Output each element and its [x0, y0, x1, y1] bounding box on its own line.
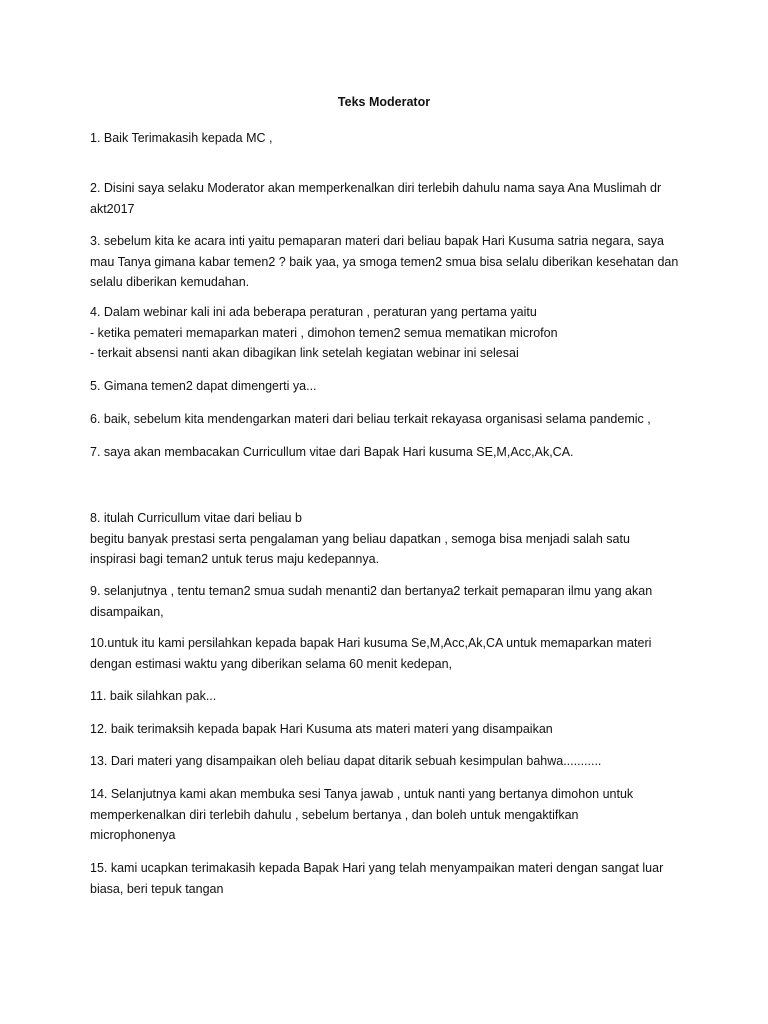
paragraph-line: 4. Dalam webinar kali ini ada beberapa peraturan , peraturan yang pertama yaitu — [90, 305, 537, 319]
paragraph-6 — [90, 409, 690, 430]
paragraph-line: akt2017 — [90, 201, 135, 216]
paragraph-3 — [90, 231, 690, 293]
paragraph-15 — [90, 858, 690, 899]
paragraph-line: - terkait absensi nanti akan dibagikan link setelah kegiatan webinar ini selesai — [90, 346, 519, 360]
paragraph-line: 11. baik silahkan pak... — [90, 689, 217, 703]
paragraph-8 — [90, 508, 690, 570]
paragraph-line: begitu banyak prestasi serta pengalaman yang beliau dapatkan , semoga bisa menjadi salah satu — [90, 531, 630, 546]
paragraph-line: dengan estimasi waktu yang diberikan selama 60 menit kedepan, — [90, 656, 453, 671]
paragraph-line: memperkenalkan diri terlebih dahulu , sebelum bertanya , dan boleh untuk mengaktifkan — [90, 807, 579, 822]
paragraph-9 — [90, 581, 690, 622]
paragraph-line: 13. Dari materi yang disampaikan oleh beliau dapat ditarik sebuah kesimpulan bahwa........... — [90, 754, 602, 768]
page-title: Teks Moderator — [337, 95, 431, 109]
paragraph-line: 14. Selanjutnya kami akan membuka sesi Tanya jawab , untuk nanti yang bertanya dimohon untuk — [90, 787, 634, 801]
paragraph-line: 12. baik terimaksih kepada bapak Hari Kusuma ats materi materi yang disampaikan — [90, 722, 553, 736]
paragraph-line: biasa, beri tepuk tangan — [90, 881, 224, 896]
paragraph-10 — [90, 633, 690, 674]
paragraph-line: 15. kami ucapkan terimakasih kepada Bapak Hari yang telah menyampaikan materi dengan sangat luar — [90, 861, 664, 875]
paragraph-11 — [90, 686, 690, 707]
paragraph-1 — [90, 128, 690, 149]
paragraph-line: selalu diberikan kemudahan. — [90, 275, 250, 289]
paragraph-line: - ketika pemateri memaparkan materi , dimohon temen2 semua mematikan microfon — [90, 325, 558, 340]
paragraph-line: 2. Disini saya selaku Moderator akan memperkenalkan diri terlebih dahulu nama saya Ana Muslimah dr — [90, 181, 662, 195]
paragraph-line: 9. selanjutnya , tentu teman2 smua sudah menanti2 dan bertanya2 terkait pemaparan ilmu yang akan — [90, 584, 653, 598]
paragraph-line: 3. sebelum kita ke acara inti yaitu pemaparan materi dari beliau bapak Hari Kusuma satria negara, saya — [90, 234, 664, 248]
paragraph-line: 8. itulah Curricullum vitae dari beliau b — [90, 511, 302, 525]
paragraph-14 — [90, 784, 690, 846]
paragraph-line: 7. saya akan membacakan Curricullum vitae dari Bapak Hari kusuma SE,M,Acc,Ak,CA. — [90, 445, 574, 459]
paragraph-12 — [90, 719, 690, 740]
paragraph-5 — [90, 376, 690, 397]
paragraph-7 — [90, 442, 690, 463]
paragraph-line: 6. baik, sebelum kita mendengarkan materi dari beliau terkait rekayasa organisasi selama pandemic , — [90, 412, 651, 426]
paragraph-line: inspirasi bagi teman2 untuk terus maju kedepannya. — [90, 552, 380, 566]
paragraph-line: microphonenya — [90, 828, 176, 842]
paragraph-2 — [90, 178, 690, 219]
paragraph-line: 1. Baik Terimakasih kepada MC , — [90, 131, 273, 145]
paragraph-13 — [90, 751, 690, 772]
paragraph-line: 5. Gimana temen2 dapat dimengerti ya... — [90, 379, 317, 393]
paragraph-line: disampaikan, — [90, 604, 164, 619]
paragraph-4 — [90, 302, 690, 364]
paragraph-line: mau Tanya gimana kabar temen2 ? baik yaa, ya smoga temen2 smua bisa selalu diberikan kesehatan dan — [90, 254, 679, 269]
paragraph-line: 10.untuk itu kami persilahkan kepada bapak Hari kusuma Se,M,Acc,Ak,CA untuk memaparkan materi — [90, 636, 652, 650]
